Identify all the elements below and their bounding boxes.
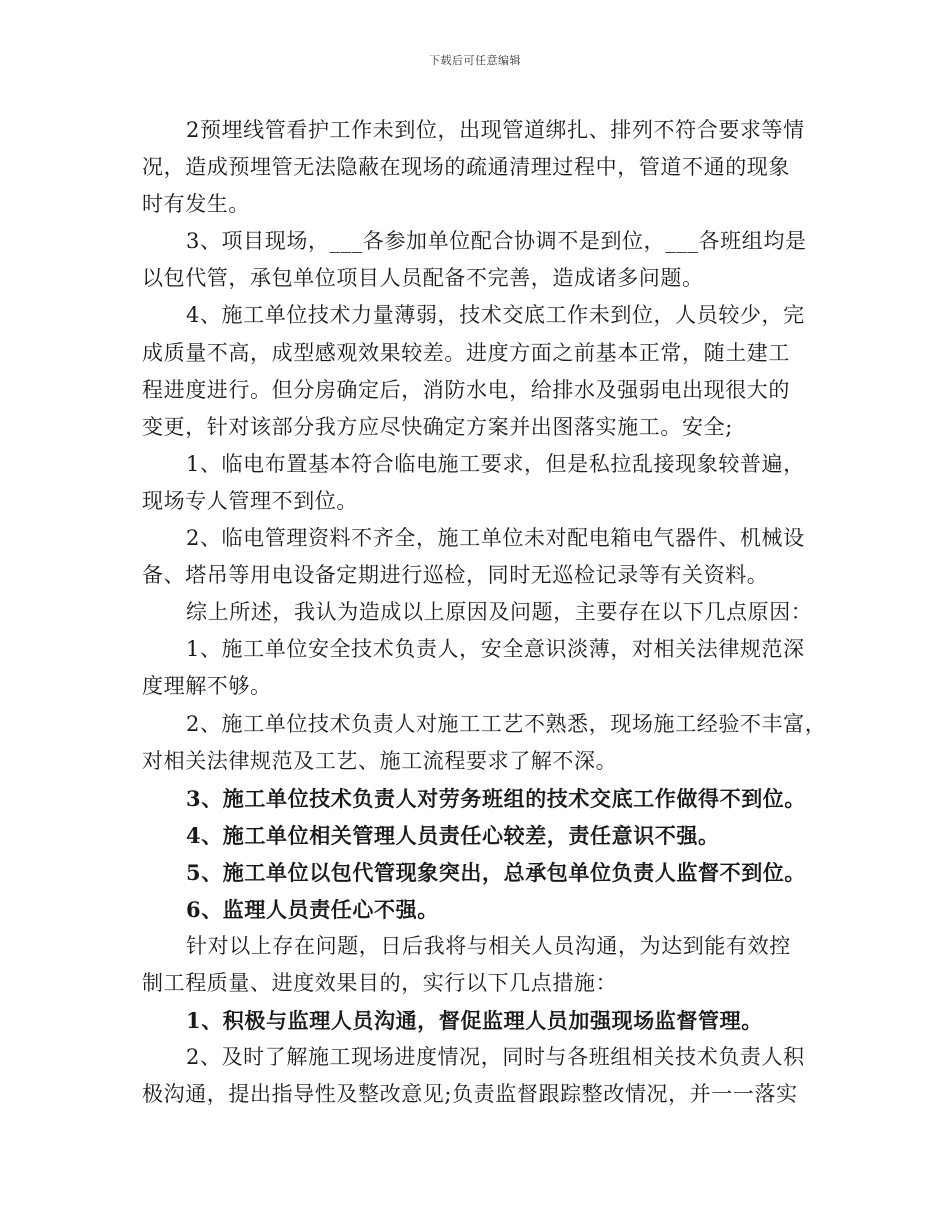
text-line: 4、施工单位相关管理人员责任心较差，责任意识不强。 (186, 822, 720, 848)
text-line: 综上所述，我认为造成以上原因及问题，主要存在以下几点原因： (186, 600, 813, 625)
text-line: 3、项目现场，___各参加单位配合协调不是到位，___各班组均是 (186, 229, 807, 254)
text-line: 2、临电管理资料不齐全，施工单位未对配电箱电气器件、机械设 (186, 526, 805, 551)
text-line: 现场专人管理不到位。 (142, 488, 358, 513)
text-line: 况，造成预埋管无法隐蔽在现场的疏通清理过程中，管道不通的现象 (142, 155, 790, 180)
text-line: 5、施工单位以包代管现象突出，总承包单位负责人监督不到位。 (186, 859, 807, 885)
text-line: 变更，针对该部分我方应尽快确定方案并出图落实施工。安全; (142, 414, 733, 439)
text-line: 6、监理人员责任心不强。 (186, 896, 439, 922)
text-line: 制工程质量、进度效果目的，实行以下几点措施： (142, 971, 618, 996)
text-line: 2预埋线管看护工作未到位，出现管道绑扎、排列不符合要求等情 (186, 118, 805, 142)
text-line: 极沟通，提出指导性及整改意见;负责监督跟踪整改情况，并一一落实 (142, 1082, 798, 1107)
text-line: 2、及时了解施工现场进度情况，同时与各班组相关技术负责人积 (186, 1045, 805, 1070)
text-line: 1、施工单位安全技术负责人，安全意识淡薄，对相关法律规范深 (186, 637, 805, 662)
text-line: 对相关法律规范及工艺、施工流程要求了解不深。 (142, 748, 618, 773)
text-line: 针对以上存在问题，日后我将与相关人员沟通，为达到能有效控 (186, 934, 791, 959)
text-line: 1、临电布置基本符合临电施工要求，但是私拉乱接现象较普遍， (186, 451, 805, 476)
page-header: 下载后可任意编辑 (429, 54, 521, 67)
text-line: 3、施工单位技术负责人对劳务班组的技术交底工作做得不到位。 (186, 785, 807, 811)
text-line: 成质量不高，成型感观效果较差。进度方面之前基本正常，随土建工 (142, 340, 790, 365)
text-line: 度理解不够。 (142, 674, 272, 699)
text-line: 以包代管，承包单位项目人员配备不完善，造成诸多问题。 (142, 266, 704, 291)
text-line: 1、积极与监理人员沟通，督促监理人员加强现场监督管理。 (186, 1008, 763, 1034)
document-body (142, 112, 827, 1114)
text-line: 时有发生。 (142, 192, 250, 217)
text-line: 备、塔吊等用电设备定期进行巡检，同时无巡检记录等有关资料。 (142, 563, 769, 588)
text-line: 程进度进行。但分房确定后，消防水电，给排水及强弱电出现很大的 (142, 377, 790, 402)
text-line: 4、施工单位技术力量薄弱，技术交底工作未到位，人员较少，完 (186, 303, 805, 328)
text-line: 2、施工单位技术负责人对施工工艺不熟悉，现场施工经验不丰富， (186, 711, 827, 736)
